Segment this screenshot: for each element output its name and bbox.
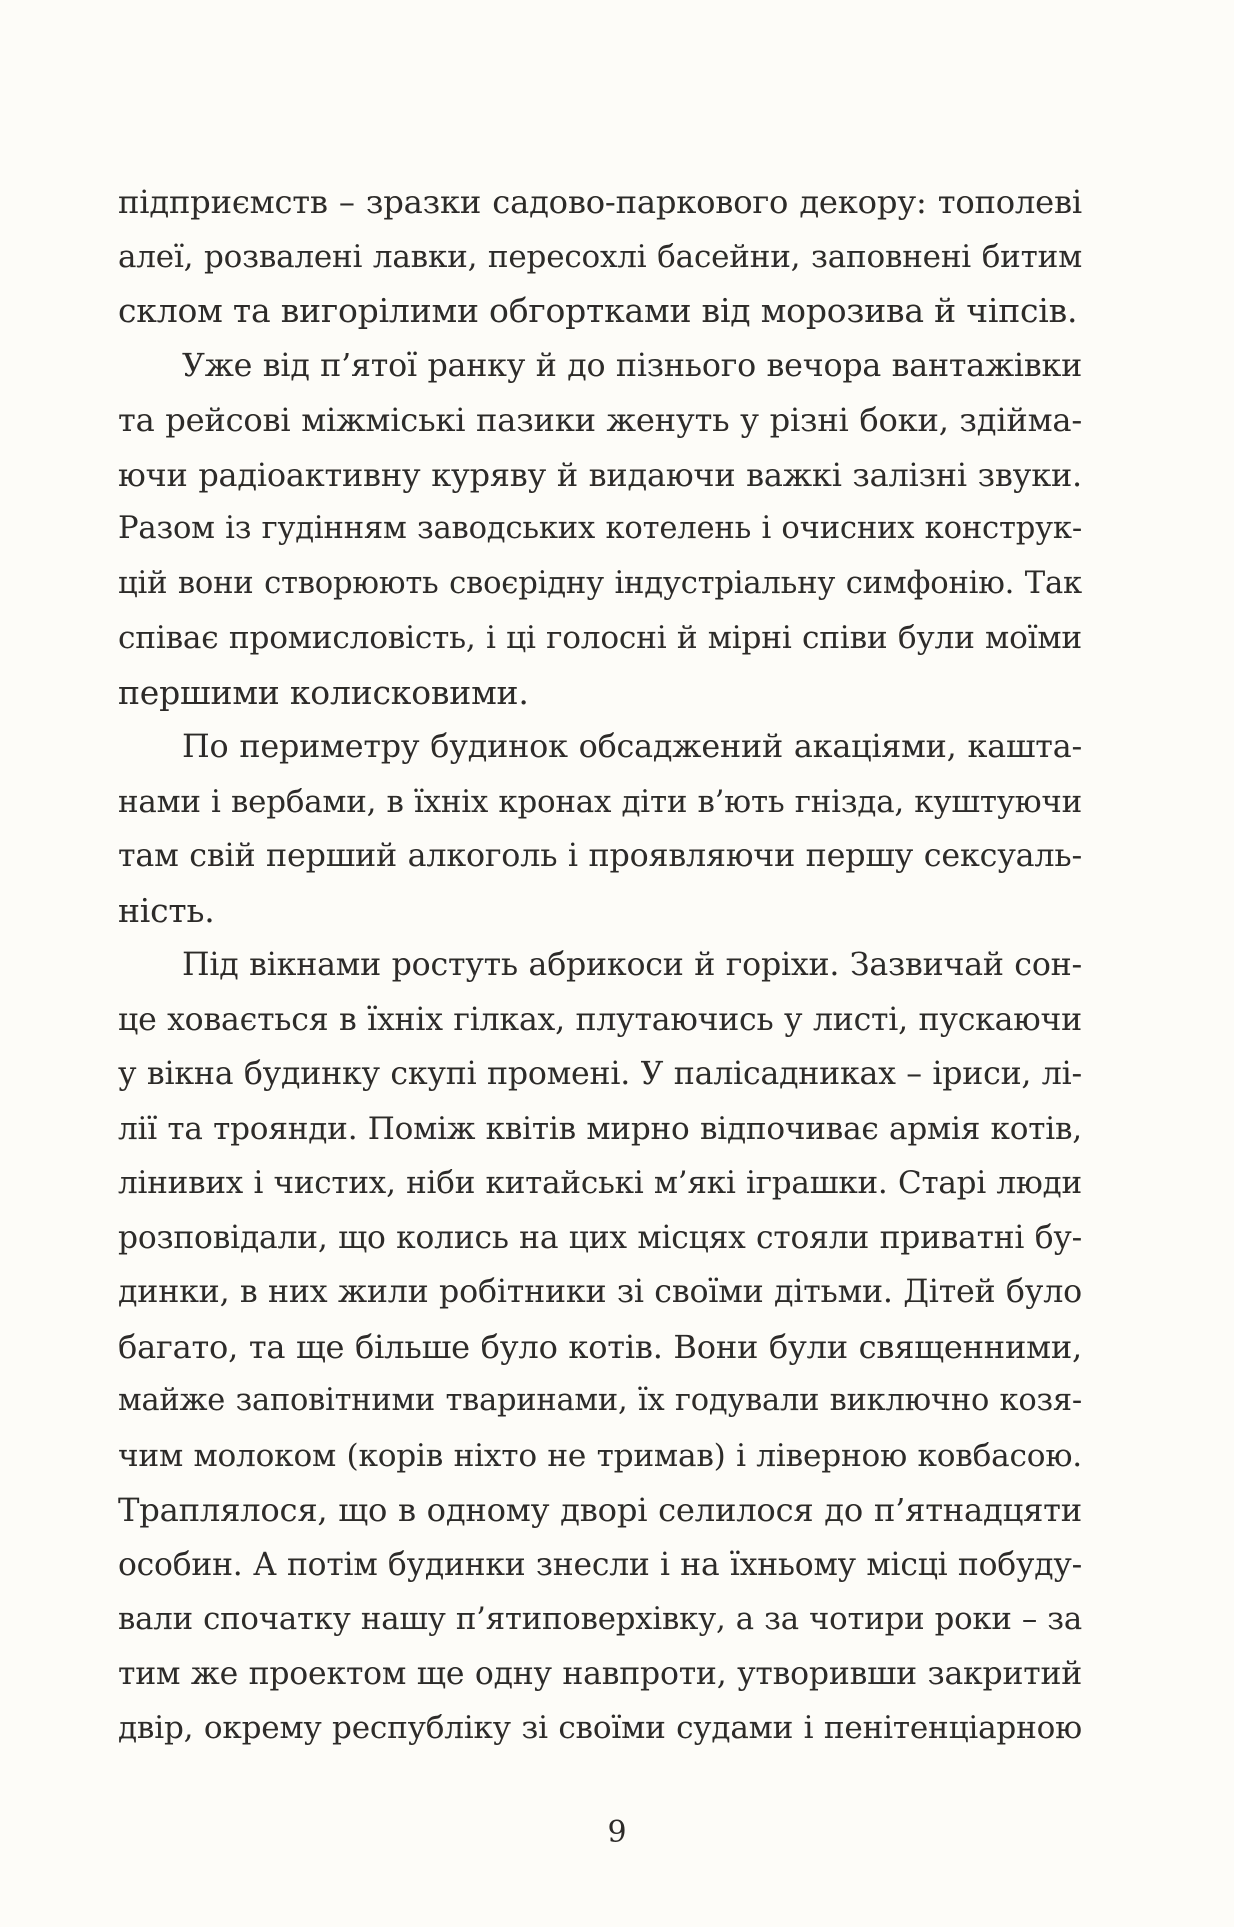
text-line: ючи радіоактивну куряву й видаючи важкі залізні звуки. bbox=[118, 455, 1082, 494]
page-number: 9 bbox=[607, 1815, 627, 1850]
body-text bbox=[118, 175, 1082, 1756]
text-line: двір, окрему республіку зі своїми судами і пенітенціарною bbox=[118, 1710, 1082, 1746]
text-line: чим молоком (корів ніхто не тримав) і ліверною ковбасою. bbox=[118, 1437, 1082, 1474]
text-line: вали спочатку нашу п’ятиповерхівку, а за чотири роки – за bbox=[118, 1601, 1082, 1637]
text-line: динки, в них жили робітники зі своїми дітьми. Дітей було bbox=[118, 1274, 1082, 1310]
paragraph-start-line: По периметру будинок обсаджений акаціями, кашта- bbox=[182, 728, 1082, 765]
text-line: та рейсові міжміські пазики женуть у різні боки, здійма- bbox=[118, 401, 1082, 439]
text-line: тим же проектом ще одну навпроти, утворивши закритий bbox=[118, 1655, 1082, 1692]
text-line: склом та вигорілими обгортками від морозива й чіпсів. bbox=[118, 291, 1078, 330]
text-line: там свій перший алкоголь і проявляючи першу сексуаль- bbox=[118, 838, 1082, 874]
text-line: майже заповітними тваринами, їх годували виключно козя- bbox=[118, 1383, 1082, 1418]
text-line: підприємств – зразки садово-паркового декору: тополеві bbox=[118, 183, 1082, 221]
text-line: Разом із гудінням заводських котелень і очисних конструк- bbox=[118, 511, 1082, 546]
text-line: Траплялося, що в одному дворі селилося до п’ятнадцяти bbox=[118, 1491, 1082, 1529]
text-line: нами і вербами, в їхніх кронах діти в’ють гнізда, куштуючи bbox=[118, 783, 1082, 820]
text-line: співає промисловість, і ці голосні й мірні співи були моїми bbox=[118, 620, 1082, 656]
text-line: лінивих і чистих, ніби китайські м’які іграшки. Старі люди bbox=[118, 1165, 1082, 1201]
text-line: алеї, розвалені лавки, пересохлі басейни, заповнені битим bbox=[118, 238, 1082, 275]
text-line: цій вони створюють своєрідну індустріальну симфонію. Так bbox=[118, 565, 1082, 601]
paragraph-start-line: Уже від п’ятої ранку й до пізнього вечора вантажівки bbox=[182, 347, 1082, 384]
text-line: першими колисковими. bbox=[118, 672, 529, 712]
text-line: у вікна будинку скупі промені. У палісадниках – іриси, лі- bbox=[118, 1056, 1082, 1092]
text-line: особин. А потім будинки знесли і на їхньому місці побуду- bbox=[118, 1546, 1082, 1583]
paragraph-start-line: Під вікнами ростуть абрикоси й горіхи. Зазвичай сон- bbox=[182, 947, 1082, 983]
text-line: багато, та ще більше було котів. Вони були священними, bbox=[118, 1327, 1082, 1366]
text-line: це ховається в їхніх гілках, плутаючись у листі, пускаючи bbox=[118, 1001, 1082, 1038]
text-line: лії та троянди. Поміж квітів мирно відпочиває армія котів, bbox=[118, 1110, 1082, 1147]
text-line: ність. bbox=[118, 890, 215, 930]
text-line: розповідали, що колись на цих місцях стояли приватні бу- bbox=[118, 1219, 1082, 1256]
